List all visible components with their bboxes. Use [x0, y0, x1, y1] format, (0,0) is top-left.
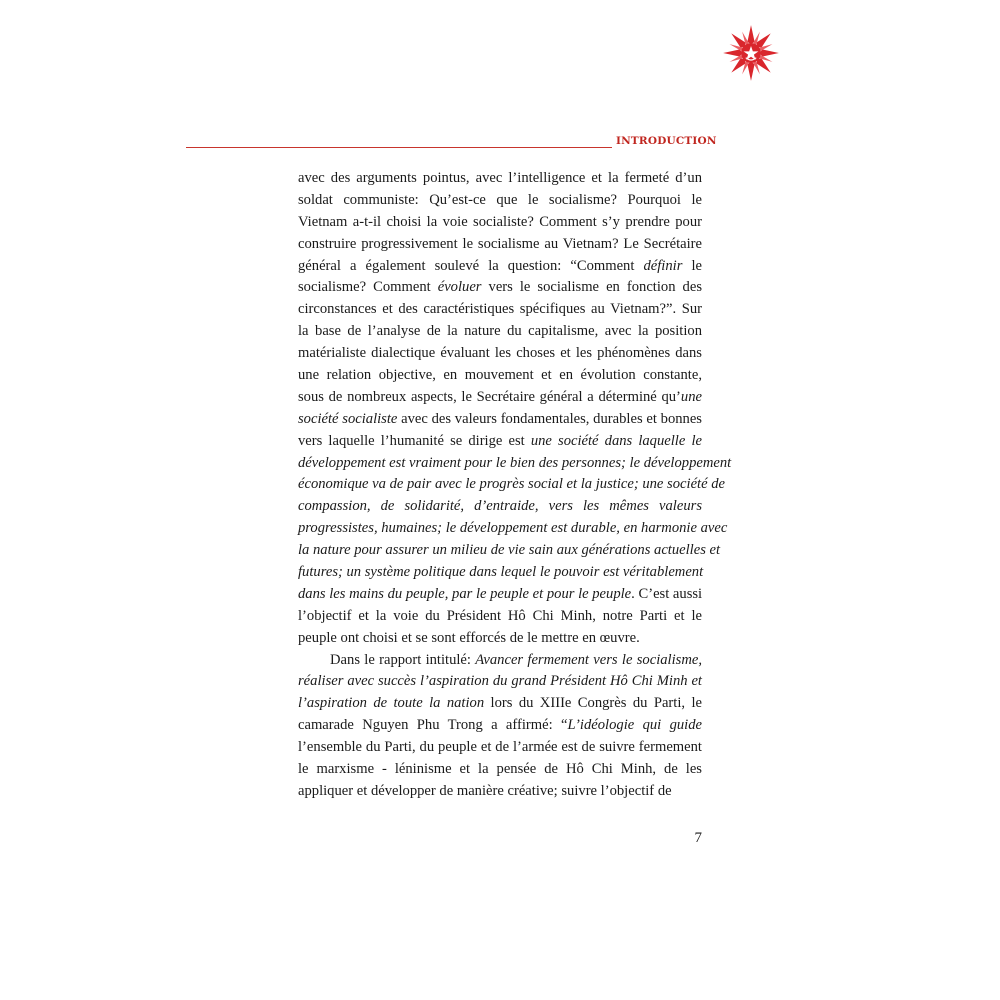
red-star-emblem-icon [722, 24, 780, 82]
text-line [298, 365, 702, 387]
italic-run: société socialiste [298, 410, 398, 427]
text-line [298, 650, 702, 672]
text-run: peuple ont choisi et se sont efforcés de le mettre en œuvre. [298, 629, 640, 646]
italic-run: définir [643, 257, 683, 274]
text-run: matérialiste dialectique évaluant les choses et les phénomènes dans [298, 345, 702, 362]
paragraph-1 [298, 168, 732, 650]
running-head-title: INTRODUCTION [616, 135, 717, 147]
text-run: avec des arguments pointus, avec l’intelligence et la fermeté d’un [298, 170, 702, 186]
text-run: lors du XIIIe Congrès du Parti, le [484, 695, 702, 712]
italic-run: futures; un système politique dans lequel le pouvoir est véritablement [298, 564, 704, 581]
italic-run: l’aspiration de toute la nation [298, 695, 485, 712]
text-line [298, 343, 702, 365]
text-run: vers laquelle l’humanité se dirige est [298, 432, 531, 449]
text-run: appliquer et développer de manière créative; suivre l’objectif de [298, 782, 672, 799]
text-line [298, 212, 702, 234]
text-line [298, 759, 702, 781]
italic-run: une société dans laquelle le [530, 432, 702, 449]
text-run: l’objectif et la voie du Président Hô Chi Minh, notre Parti et le [298, 607, 702, 624]
italic-run: Avancer fermement vers le socialisme, [475, 651, 702, 668]
text-run: une relation objective, en mouvement et en évolution constante, [298, 367, 702, 384]
text-line [298, 387, 702, 409]
text-line [298, 781, 702, 803]
text-line [298, 431, 702, 453]
text-run: sous de nombreux aspects, le Secrétaire général a déterminé qu’ [298, 388, 681, 405]
italic-run: dans les mains du peuple, par le peuple et pour le peuple [298, 585, 632, 602]
text-run: Dans le rapport intitulé: [330, 651, 476, 668]
text-run: le [682, 257, 702, 274]
text-run: circonstances et des caractéristiques spécifiques au Vietnam?”. Sur [298, 301, 702, 318]
italic-run: développement est vraiment pour le bien des personnes; le développement [298, 454, 732, 471]
text-line [298, 168, 702, 190]
text-run: la base de l’analyse de la nature du capitalisme, avec la position [298, 323, 702, 340]
text-line [298, 628, 702, 650]
text-line [298, 474, 726, 496]
italic-run: L’idéologie qui guide [567, 717, 702, 734]
text-run: Vietnam a-t-il choisi la voie socialiste? Comment s’y prendre pour [298, 213, 702, 230]
text-run: construire progressivement le socialisme au Vietnam? Le Secrétaire [298, 235, 702, 252]
page-number: 7 [694, 830, 702, 846]
italic-run: réaliser avec succès l’aspiration du grand Président Hô Chi Minh et [298, 673, 702, 690]
text-line [298, 562, 702, 584]
text-line [298, 496, 702, 518]
text-line [298, 518, 728, 540]
italic-run: compassion, de solidarité, d’entraide, vers les mêmes valeurs [298, 498, 702, 515]
text-line [298, 737, 702, 759]
header-rule [186, 147, 612, 148]
text-line [298, 671, 702, 693]
text-line [298, 277, 702, 299]
italic-run: évoluer [437, 279, 482, 296]
text-line [298, 584, 702, 606]
text-line [298, 453, 732, 475]
text-line [298, 606, 702, 628]
text-line [298, 299, 702, 321]
text-line [298, 540, 721, 562]
text-line [298, 409, 702, 431]
italic-run: progressistes, humaines; le développement est durable, en harmonie avec [298, 520, 728, 537]
text-run: l’ensemble du Parti, du peuple et de l’armée est de suivre fermement [298, 739, 702, 756]
text-run: . C’est aussi [631, 585, 703, 602]
text-line [298, 321, 702, 343]
italic-run: la nature pour assurer un milieu de vie sain aux générations actuelles et [298, 542, 721, 559]
text-run: avec des valeurs fondamentales, durables et bonnes [397, 410, 702, 427]
paragraph-2 [298, 650, 702, 803]
text-line [298, 256, 702, 278]
text-run: le marxisme - léninisme et la pensée de Hô Chi Minh, de les [298, 761, 702, 778]
italic-run: économique va de pair avec le progrès social et la justice; une société de [298, 476, 726, 493]
text-line [298, 715, 702, 737]
text-run: général a également soulevé la question: “Comment [298, 257, 644, 274]
text-line [298, 234, 702, 256]
text-run: camarade Nguyen Phu Trong a affirmé: “ [298, 717, 568, 734]
body-text [298, 168, 732, 803]
text-run: vers le socialisme en fonction des [481, 279, 702, 296]
text-run: socialisme? Comment [298, 279, 438, 296]
text-line [298, 693, 702, 715]
text-line [298, 190, 702, 212]
italic-run: une [680, 388, 702, 405]
text-run: soldat communiste: Qu’est-ce que le socialisme? Pourquoi le [298, 191, 702, 208]
